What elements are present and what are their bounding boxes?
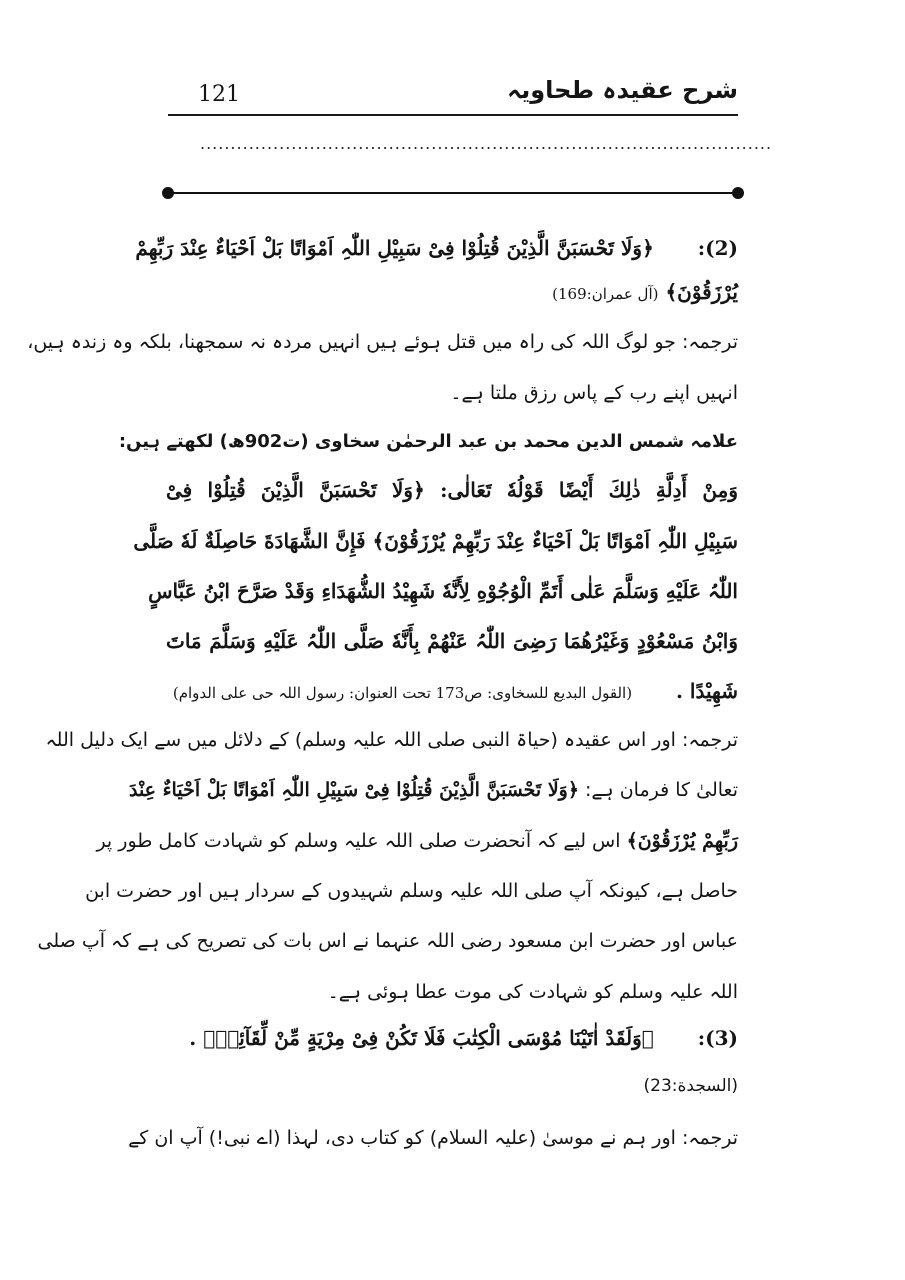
translation1-line2: انہیں اپنے رب کے پاس رزق ملتا ہے۔ — [450, 382, 738, 404]
translation2-line3-verse: رَبِّهِمْ یُرْزَقُوْنَ﴾ — [626, 830, 738, 852]
divider-dot-left — [162, 187, 174, 199]
arabic-quote-line1: وَمِنْ أَدِلَّةِ ذٰلِكَ أَیْضًا قَوْلُهٗ تَعَالٰی: ﴿وَلَا تَحْسَبَنَّ الَّذِیْنَ قُتِلُوْا فِیْ — [166, 478, 738, 502]
divider-line — [168, 192, 738, 194]
item2-number: (2): — [697, 236, 738, 260]
item3-number: (3): — [697, 1026, 738, 1050]
item3-line2 — [166, 1070, 738, 1104]
dotted-separator: .............................................................................................. — [200, 134, 773, 153]
translation2-line6: اللہ علیہ وسلم کو شہادت کی موت عطا ہوئی ہے۔ — [327, 981, 738, 1003]
arabic-quote-line2: سَبِیْلِ اللّٰہِ اَمْوَاتًا بَلْ اَحْیَاءٌ عِنْدَ رَبِّهِمْ یُرْزَقُوْنَ﴾ فَإِنَّ الشَّهَادَةَ حَاصِلَةٌ لَهٗ صَلَّى — [133, 529, 738, 553]
section-divider — [162, 186, 744, 200]
translation2-line2-verse: ﴿وَلَا تَحْسَبَنَّ الَّذِیْنَ قُتِلُوْا فِیْ سَبِیْلِ اللّٰہِ اَمْوَاتًا بَلْ اَحْیَاءٌ عِنْدَ — [128, 779, 579, 801]
arabic-quote-source: (القول البدیع للسخاوی: ص173 تحت العنوان: رسول اللہ حی علی الدوام) — [172, 684, 633, 702]
item2-line1 — [135, 232, 738, 266]
page-header — [168, 76, 738, 116]
arabic-quote-line5 — [166, 675, 738, 709]
item3-line1 — [166, 1022, 738, 1056]
item3-verse-ref: (السجدة:23) — [643, 1076, 738, 1096]
arabic-quote-line3: اللّٰہُ عَلَیْهِ وَسَلَّمَ عَلٰى أَتَمِّ الْوُجُوْهِ لِأَنَّهٗ شَهِیْدُ الشُّهَدَاءِ وَقَدْ صَرَّحَ ابْنُ عَبَّاسٍ — [148, 579, 738, 603]
translation2-line2-text: تعالیٰ کا فرمان ہے: — [585, 779, 738, 801]
arabic-quote-end: شَهِیْدًا . — [676, 679, 738, 703]
translation2-line3-text: اس لیے کہ آنحضرت صلی اللہ علیہ وسلم کو شہادت کامل طور پر — [96, 830, 621, 852]
divider-dot-right — [732, 187, 744, 199]
translation2-line5: عباس اور حضرت ابن مسعود رضی اللہ عنہما نے اس بات کی تصریح کی ہے کہ آپ صلی — [37, 930, 738, 952]
translation2-line4: حاصل ہے، کیونکہ آپ صلی اللہ علیہ وسلم شہیدوں کے سردار ہیں اور حضرت ابن — [85, 880, 738, 902]
translation2-line3 — [96, 825, 738, 859]
item3-verse: ﴿وَلَقَدْ اٰتَیْنَا مُوْسَى الْكِتٰبَ فَلَا تَكُنْ فِیْ مِرْیَةٍ مِّنْ لِّقَآئِهٖ﴾ . — [189, 1026, 654, 1050]
book-title: شرح عقیدہ طحاویہ — [507, 76, 738, 104]
item2-verse-line2: یُرْزَقُوْنَ﴾ — [665, 280, 738, 304]
scholar-intro: علامہ شمس الدین محمد بن عبد الرحمٰن سخاوی (ت902ھ) لکھتے ہیں: — [118, 431, 738, 452]
translation1-line1: ترجمہ: جو لوگ اللہ کی راہ میں قتل ہوئے ہیں انہیں مردہ نہ سمجھنا، بلکہ وہ زندہ ہیں، — [27, 331, 738, 353]
arabic-quote-line4: وَابْنُ مَسْعُوْدٍ وَغَیْرُهُمَا رَضِیَ اللّٰہُ عَنْهُمْ بِأَنَّهٗ صَلَّى اللّٰہُ عَلَیْهِ وَسَلَّمَ مَاتَ — [166, 629, 738, 653]
translation3-line1: ترجمہ: اور ہم نے موسیٰ (علیہ السلام) کو کتاب دی، لہذا (اے نبی!) آپ ان کے — [128, 1127, 738, 1149]
item2-line2 — [166, 276, 738, 310]
translation2-line2 — [128, 774, 738, 808]
item2-verse-line1: ﴿وَلَا تَحْسَبَنَّ الَّذِیْنَ قُتِلُوْا فِیْ سَبِیْلِ اللّٰہِ اَمْوَاتًا بَلْ اَحْیَاءٌ عِنْدَ رَبِّهِمْ — [135, 236, 654, 260]
page-number: 121 — [198, 82, 240, 107]
item2-verse-ref: (آل عمران:169) — [552, 285, 659, 303]
header-rule — [168, 114, 738, 116]
translation2-line1: ترجمہ: اور اس عقیدہ (حیاۃ النبی صلی اللہ علیہ وسلم) کے دلائل میں سے ایک دلیل اللہ — [45, 729, 738, 751]
